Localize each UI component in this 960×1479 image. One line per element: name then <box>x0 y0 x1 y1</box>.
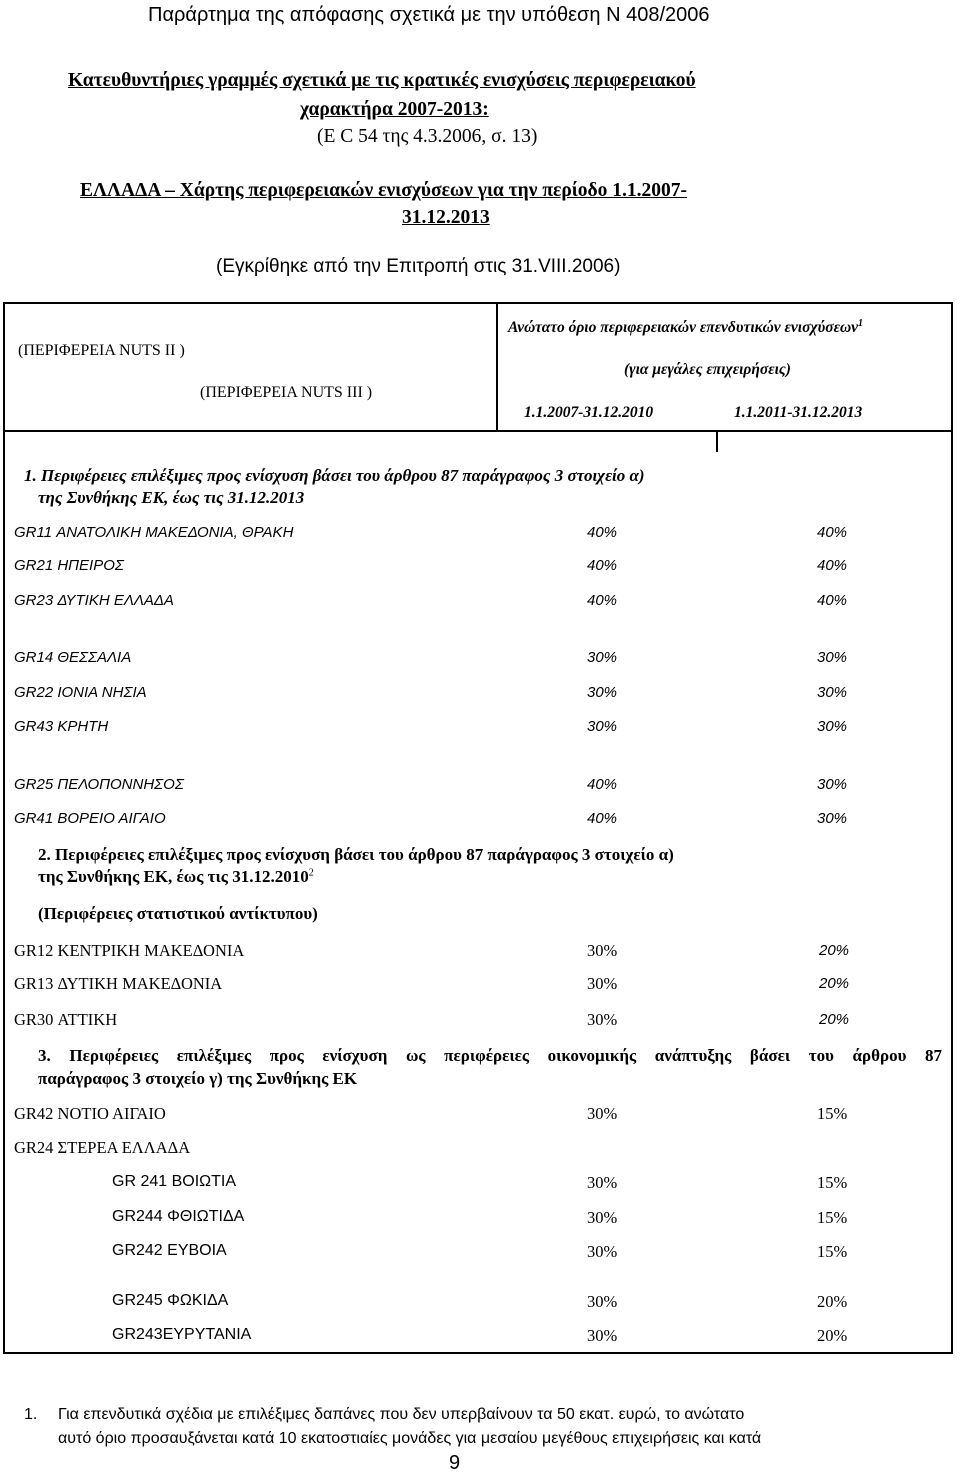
table-row-p1: 30% <box>587 684 618 701</box>
period-2-header: 1.1.2011-31.12.2013 <box>734 404 863 421</box>
table-row-region: GR21 ΗΠΕΙΡΟΣ <box>14 557 124 574</box>
table-row-p1: 30% <box>587 718 618 735</box>
table-row-region: GR22 ΙΟΝΙΑ ΝΗΣΙΑ <box>14 684 147 701</box>
table-subrow-p1: 30% <box>587 1208 618 1227</box>
title-line-3: (Ε C 54 της 4.3.2006, σ. 13) <box>317 126 538 147</box>
map-title-line-1: ΕΛΛΑΔΑ – Χάρτης περιφερειακών ενισχύσεων για την περίοδο 1.1.2007- <box>80 180 688 201</box>
section-1-heading-line-1: 1. Περιφέρειες επιλέξιμες προς ενίσχυση βάσει του άρθρου 87 παράγραφος 3 στοιχείο α) <box>24 466 645 485</box>
table-subrow-p1: 30% <box>587 1326 618 1345</box>
nuts3-header: (ΠΕΡΙΦΕΡΕΙΑ NUTS III ) <box>200 384 373 401</box>
footnote-line-1: Για επενδυτικά σχέδια με επιλέξιμες δαπάνες που δεν υπερβαίνουν τα 50 εκατ. ευρώ, το ανώτατο <box>58 1406 745 1423</box>
table-row-p2: 20% <box>819 1011 850 1028</box>
table-subrow-region: GR245 ΦΩΚΙΔΑ <box>112 1292 229 1309</box>
table-row-p1: 30% <box>587 974 618 993</box>
footnote-number: 1. <box>24 1406 38 1423</box>
section-2-subheading: (Περιφέρειες στατιστικού αντίκτυπου) <box>38 904 318 923</box>
table-row-p2: 30% <box>817 649 848 666</box>
table-subrow-p2: 20% <box>817 1292 848 1311</box>
table-row-p2: 40% <box>817 592 848 609</box>
table-row-p2: 30% <box>817 684 848 701</box>
table-row-region: GR25 ΠΕΛΟΠΟΝΝΗΣΟΣ <box>14 776 184 793</box>
footnote-line-2: αυτό όριο προσαυξάνεται κατά 10 εκατοστιαίες μονάδες για μεσαίου μεγέθους επιχειρήσεις και κατά <box>58 1430 762 1447</box>
table-subrow-p1: 30% <box>587 1173 618 1192</box>
section-3-heading-line-2: παράγραφος 3 στοιχείο γ) της Συνθήκης ΕΚ <box>38 1069 358 1088</box>
table-subrow-p1: 30% <box>587 1242 618 1261</box>
table-row-p2: 40% <box>817 557 848 574</box>
table-row-p2: 30% <box>817 810 848 827</box>
table-row-region: GR24 ΣΤΕΡΕΑ ΕΛΛΑΔΑ <box>14 1138 191 1157</box>
header-bottom-line <box>3 430 953 432</box>
table-subrow-p2: 15% <box>817 1173 848 1192</box>
table-top-border <box>3 302 953 304</box>
table-right-border <box>951 302 953 1354</box>
table-row-region: GR11 ΑΝΑΤΟΛΙΚΗ ΜΑΚΕΔΟΝΙΑ, ΘΡΑΚΗ <box>14 524 294 541</box>
table-row-region: GR14 ΘΕΣΣΑΛΙΑ <box>14 649 132 666</box>
page-number: 9 <box>449 1452 461 1474</box>
section-2-heading-line-2-text: της Συνθήκης ΕΚ, έως τις 31.12.2010 <box>38 867 309 886</box>
table-subrow-region: GR244 ΦΘΙΩΤΙΔΑ <box>112 1208 245 1225</box>
footnote-ref-1: 1 <box>858 318 864 329</box>
ceiling-header-text: Ανώτατο όριο περιφερειακών επενδυτικών ενισχύσεων <box>508 319 859 337</box>
title-line-2: χαρακτήρα 2007-2013: <box>300 99 489 120</box>
table-row-p1: 30% <box>587 1104 618 1123</box>
table-subrow-p1: 30% <box>587 1292 618 1311</box>
table-left-border <box>3 302 5 1354</box>
large-enterprises-note: (για μεγάλες επιχειρήσεις) <box>624 361 791 378</box>
table-row-p1: 40% <box>587 592 618 609</box>
map-title-line-2: 31.12.2013 <box>402 207 490 228</box>
period-1-header: 1.1.2007-31.12.2010 <box>524 404 654 421</box>
table-row-region: GR43 ΚΡΗΤΗ <box>14 718 109 735</box>
table-row-p2: 20% <box>819 975 850 992</box>
table-row-p1: 40% <box>587 776 618 793</box>
table-subrow-p2: 20% <box>817 1326 848 1345</box>
ceiling-header <box>508 318 863 337</box>
table-row-p1: 30% <box>587 1010 618 1029</box>
table-bottom-border <box>3 1352 953 1354</box>
table-row-region: GR12 ΚΕΝΤΡΙΚΗ ΜΑΚΕΔΟΝΙΑ <box>14 941 245 960</box>
table-row-p1: 30% <box>587 941 618 960</box>
table-row-p2: 20% <box>819 942 850 959</box>
nuts2-header: (ΠΕΡΙΦΕΡΕΙΑ NUTS II ) <box>18 342 185 359</box>
section-1-heading-line-2: της Συνθήκης ΕΚ, έως τις 31.12.2013 <box>38 488 305 507</box>
header-divider-vertical <box>496 302 498 432</box>
table-row-region: GR41 ΒΟΡΕΙΟ ΑΙΓΑΙΟ <box>14 810 166 827</box>
table-row-p2: 30% <box>817 776 848 793</box>
table-row-region: GR42 ΝΟΤΙΟ ΑΙΓΑΙΟ <box>14 1104 166 1123</box>
table-row-p2: 15% <box>817 1104 848 1123</box>
table-subrow-p2: 15% <box>817 1242 848 1261</box>
table-subrow-region: GR242 ΕΥΒΟΙΑ <box>112 1242 227 1259</box>
annex-line: Παράρτημα της απόφασης σχετικά με την υπόθεση Ν 408/2006 <box>148 4 710 26</box>
table-row-p1: 30% <box>587 649 618 666</box>
approval-note: (Εγκρίθηκε από την Επιτροπή στις 31.VIII.2006) <box>216 256 621 277</box>
table-subrow-p2: 15% <box>817 1208 848 1227</box>
period-divider-vertical <box>716 430 718 452</box>
table-row-region: GR13 ΔΥΤΙΚΗ ΜΑΚΕΔΟΝΙΑ <box>14 974 223 993</box>
section-2-heading-line-1: 2. Περιφέρειες επιλέξιμες προς ενίσχυση βάσει του άρθρου 87 παράγραφος 3 στοιχείο α) <box>38 845 674 864</box>
table-subrow-region: GR243ΕΥΡΥΤΑΝΙΑ <box>112 1326 252 1343</box>
table-row-p1: 40% <box>587 557 618 574</box>
footnote-ref-2: 2 <box>308 867 314 879</box>
table-subrow-region: GR 241 ΒΟΙΩΤΙΑ <box>112 1173 236 1190</box>
table-row-p2: 40% <box>817 524 848 541</box>
title-line-1: Κατευθυντήριες γραμμές σχετικά με τις κρατικές ενισχύσεις περιφερειακού <box>68 70 696 91</box>
section-3-heading-line-1: 3. Περιφέρειες επιλέξιμες προς ενίσχυση ως περιφέρειες οικονομικής ανάπτυξης βάσει του άρθρου 87 <box>38 1046 942 1065</box>
table-row-region: GR23 ΔΥΤΙΚΗ ΕΛΛΑΔΑ <box>14 592 174 609</box>
table-row-p1: 40% <box>587 524 618 541</box>
section-2-heading-line-2 <box>38 867 314 887</box>
table-row-p2: 30% <box>817 718 848 735</box>
table-row-p1: 40% <box>587 810 618 827</box>
table-row-region: GR30 ΑΤΤΙΚΗ <box>14 1010 118 1029</box>
